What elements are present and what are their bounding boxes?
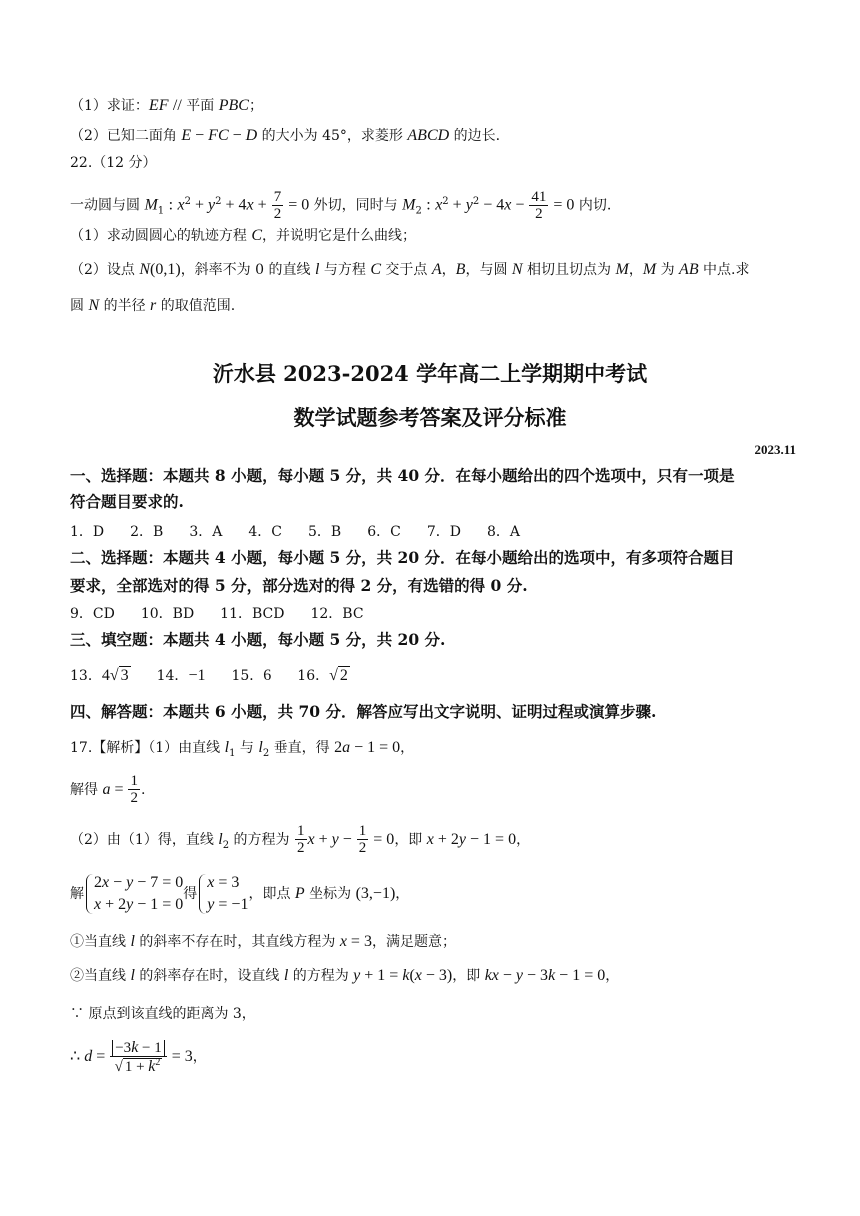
answer-item: 10．BD	[140, 606, 195, 622]
answer-item: 11．BCD	[220, 606, 285, 622]
sol17-line8: ∴ d = $\frac{-3k - 1}{√ 1 + k^2}$ = 3，	[70, 1038, 207, 1075]
answer-item: 7．D	[426, 524, 461, 540]
answers-section3	[70, 666, 796, 686]
answer-item: 16．√ 2	[297, 667, 348, 684]
sol17-line7: ∵ 原点到该直线的距离为 3，	[70, 1006, 256, 1022]
p21-part2: （2）已知二面角 E − FC − D 的大小为 45°，求菱形 ABCD 的边长.	[70, 127, 501, 144]
answer-item: 4．C	[248, 524, 282, 540]
doc-title-2: 数学试题参考答案及评分标准	[293, 405, 567, 430]
sol17-line5: ①当直线 l 的斜率不存在时，其直线方程为 x = 3，满足题意；	[70, 933, 456, 950]
p22-part2-line2: 圆 N 的半径 r 的取值范围.	[70, 297, 236, 314]
answer-item: 9．CD	[70, 606, 115, 622]
doc-title-1: 沂水县 2023-2024 学年高二上学期期中考试	[212, 361, 648, 386]
answer-item: 2．B	[130, 524, 164, 540]
answer-item: 8．A	[486, 524, 520, 540]
section1-heading-1: 一、选择题：本题共 8 小题，每小题 5 分，共 40 分．在每小题给出的四个选项中，只有一项是	[70, 466, 735, 485]
p22-title: 22.（12 分）	[70, 155, 157, 171]
section1-heading-2: 符合题目要求的.	[70, 492, 184, 511]
answers-section2	[70, 604, 796, 624]
answer-item: 12．BC	[310, 606, 364, 622]
section3-heading: 三、填空题：本题共 4 小题，每小题 5 分，共 20 分.	[70, 630, 446, 649]
answer-item: 1．D	[70, 524, 105, 540]
sol17-line3: （2）由（1）得，直线 $l_2$ 的方程为 $\frac{1}{2}$ x + y − $\frac{1}{2}$ = 0，即 x + 2y − 1 = 0，	[70, 823, 531, 856]
answers-section1	[70, 522, 796, 542]
p22-part2-line1: （2）设点 N(0,1)，斜率不为 0 的直线 l 与方程 C 交于点 A，B，与圆 N 相切且切点为 M，M 为 AB 中点.求	[70, 261, 750, 278]
section2-heading-2: 要求，全部选对的得 5 分，部分选对的得 2 分，有选错的得 0 分.	[70, 576, 528, 595]
doc-date: 2023.11	[754, 442, 796, 457]
p22-stem: 一动圆与圆 $M_1$ : $x^2 + y^2 + 4x$ + $\frac{7}{2}$ = 0 外切，同时与 $M_2$ : $x^2 + y^2 - 4x$ − $\frac{41}{2}$ = 0 内切.	[70, 188, 612, 222]
answer-item: 3．A	[189, 524, 223, 540]
answer-item: 15．6	[231, 667, 272, 684]
sol17-line2: 解得 a = $\frac{1}{2}$ .	[70, 773, 146, 806]
section2-heading-1: 二、选择题：本题共 4 小题，每小题 5 分，共 20 分．在每小题给出的选项中，有多项符合题目	[70, 548, 735, 567]
sol17-line1: 17.【解析】（1）由直线 $l_1$ 与 $l_2$ 垂直，得 2a − 1 = 0，	[70, 739, 415, 759]
answer-item: 6．C	[367, 524, 401, 540]
sol17-line6: ②当直线 l 的斜率存在时，设直线 l 的方程为 y + 1 = k(x − 3)，即 kx − y − 3k − 1 = 0，	[70, 967, 620, 984]
answer-item: 5．B	[308, 524, 342, 540]
answer-item: 13．4√ 3	[70, 667, 129, 684]
sol17-line4: 解 2x − y − 7 = 0 x + 2y − 1 = 0 得 x = 3 y = −1 ，即点 P 坐标为 (3,−1)，	[70, 870, 796, 918]
p22-part1: （1）求动圆圆心的轨迹方程 C，并说明它是什么曲线；	[70, 227, 417, 244]
p21-part1: （1）求证：EF // 平面 PBC；	[70, 97, 263, 114]
answer-item: 14．−1	[156, 667, 206, 684]
section4-heading: 四、解答题：本题共 6 小题，共 70 分．解答应写出文字说明、证明过程或演算步骤.	[70, 702, 657, 721]
